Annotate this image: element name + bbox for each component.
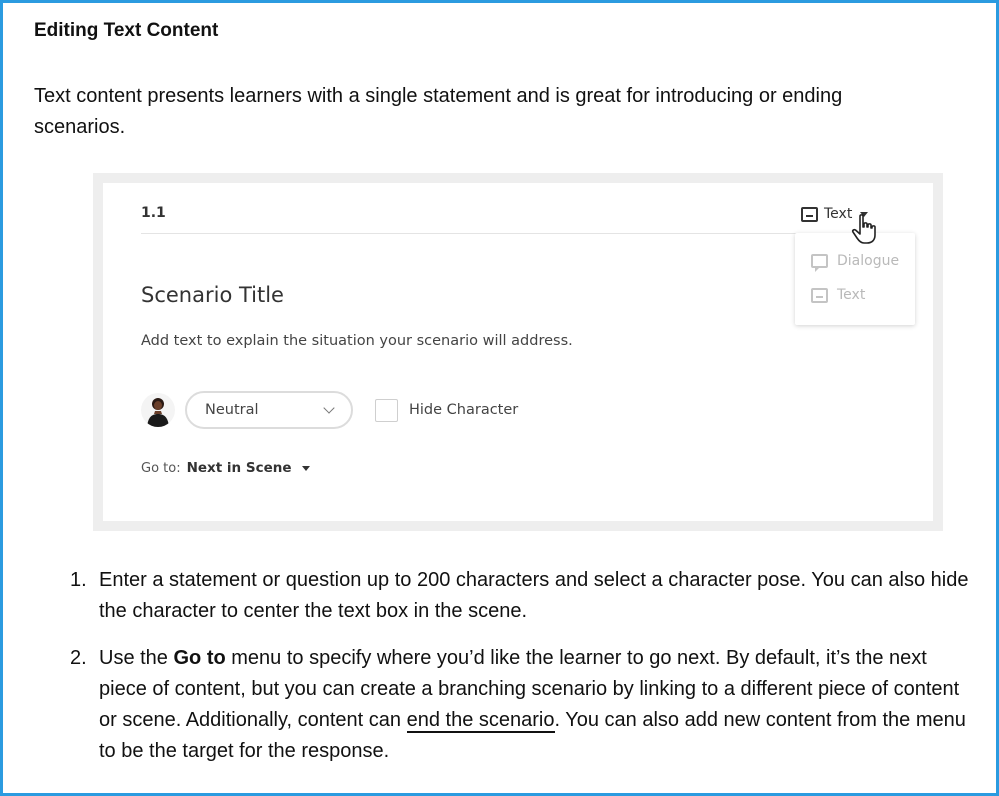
embedded-screenshot — [93, 173, 943, 531]
goto-value: Next in Scene — [186, 460, 292, 476]
menu-item-text[interactable] — [811, 287, 865, 303]
hide-character-checkbox[interactable] — [375, 399, 398, 422]
hide-character-label[interactable]: Hide Character — [409, 402, 519, 418]
scenario-description[interactable]: Add text to explain the situation your scenario will address. — [141, 333, 573, 349]
text-box-icon — [801, 207, 818, 222]
section-heading: Editing Text Content — [34, 20, 219, 41]
content-type-label: Text — [824, 206, 853, 222]
end-scenario-link[interactable]: end the scenario — [406, 709, 555, 731]
intro-paragraph: Text content presents learners with a single statement and is great for introducing or ending scenarios. — [34, 85, 843, 138]
speech-bubble-icon — [811, 254, 828, 268]
menu-item-label: Dialogue — [837, 253, 900, 269]
step-text-after: . You can also add new content from the menu to be the target for the response. — [99, 709, 966, 762]
card-number: 1.1 — [141, 205, 166, 221]
instruction-steps — [70, 565, 980, 783]
header-divider — [141, 233, 901, 234]
scenario-title[interactable]: Scenario Title — [141, 283, 284, 307]
step-number: 2. — [70, 647, 87, 669]
step-text: Enter a statement or question up to 200 characters and select a character pose. You can also hide the character to center the text box in the scene. — [99, 569, 969, 622]
content-card — [103, 183, 933, 521]
step-text-middle: menu to specify where you’d like the learner to go next. By default, it’s the next piece of content, but you can create a branching scenario by linking to a different piece of content or scene. Additionally, content can — [99, 647, 960, 731]
goto-menu[interactable] — [141, 460, 310, 476]
character-pose-select[interactable] — [185, 391, 353, 429]
character-avatar — [141, 393, 175, 427]
list-item — [70, 643, 980, 767]
character-figure-icon — [141, 393, 175, 427]
text-box-icon — [811, 288, 828, 303]
menu-item-label: Text — [837, 287, 866, 303]
step-text-before: Use the — [99, 647, 174, 669]
step-number: 1. — [70, 569, 87, 591]
goto-emphasis: Go to — [173, 647, 226, 669]
menu-item-dialogue[interactable] — [811, 253, 899, 269]
caret-down-icon — [302, 466, 310, 471]
pose-select-value: Neutral — [205, 402, 259, 418]
chevron-down-icon — [323, 402, 334, 413]
content-type-menu — [795, 233, 915, 325]
goto-label: Go to: — [141, 460, 181, 476]
hand-pointer-icon — [851, 213, 879, 245]
list-item — [70, 565, 980, 627]
